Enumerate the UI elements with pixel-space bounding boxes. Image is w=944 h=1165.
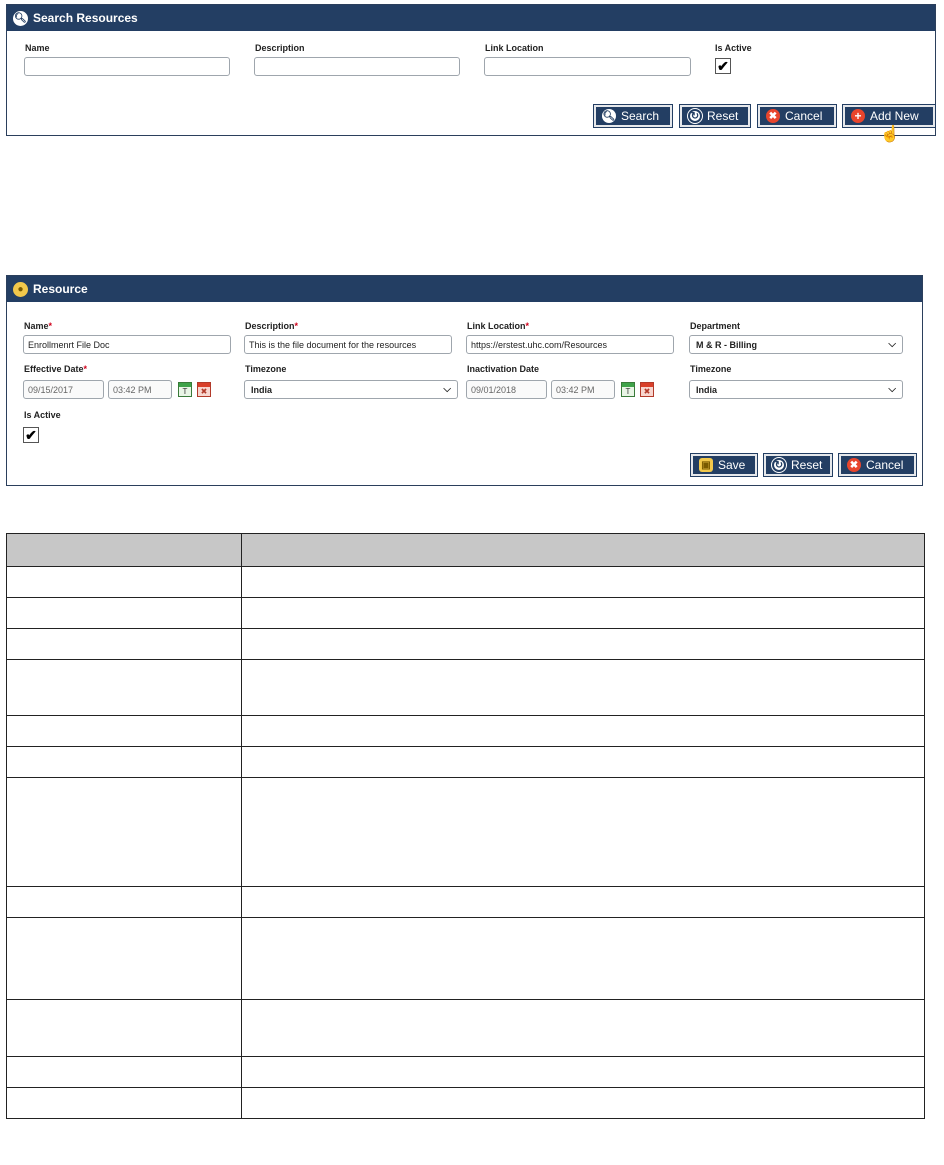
search-description-label: Description	[255, 43, 305, 53]
resource-link-location-input[interactable]	[466, 335, 674, 354]
table-row	[7, 629, 925, 660]
table-cell	[242, 1057, 925, 1088]
resource-reset-button[interactable]	[764, 454, 832, 476]
refresh-icon: ↻	[688, 109, 702, 123]
resource-name-input[interactable]	[23, 335, 231, 354]
magnifier-icon: 🔍︎	[14, 12, 27, 24]
calendar-icon[interactable]: T	[621, 382, 635, 397]
chevron-down-icon: ⌵	[888, 384, 896, 395]
calendar-clear-icon[interactable]: ✖	[197, 382, 211, 397]
table-row	[7, 567, 925, 598]
chevron-down-icon: ⌵	[443, 384, 451, 395]
table-header-row	[7, 534, 925, 567]
search-panel-header	[7, 5, 935, 31]
search-is-active-checkbox[interactable]: ✔	[715, 58, 731, 74]
close-circle-icon: ✖	[766, 109, 780, 123]
resource-department-label: Department	[690, 321, 741, 331]
search-button[interactable]	[594, 105, 672, 127]
search-name-input[interactable]	[24, 57, 230, 76]
table-cell	[7, 629, 242, 660]
table-row	[7, 1000, 925, 1057]
table-cell	[7, 660, 242, 716]
save-button[interactable]	[691, 454, 757, 476]
table-cell	[7, 1088, 242, 1119]
effective-date-input[interactable]	[23, 380, 104, 399]
magnifier-icon: 🔍︎	[602, 110, 616, 122]
cancel-button-label: Cancel	[785, 109, 823, 123]
table-cell	[7, 1000, 242, 1057]
table-cell	[242, 1088, 925, 1119]
search-panel-title: Search Resources	[33, 11, 138, 25]
table-header-cell	[7, 534, 242, 567]
timezone-select-value: India	[251, 384, 273, 395]
search-link-location-input[interactable]	[484, 57, 691, 76]
search-link-location-label: Link Location	[485, 43, 544, 53]
resource-description-input[interactable]	[244, 335, 452, 354]
effective-time-input[interactable]	[108, 380, 172, 399]
table-cell	[7, 1057, 242, 1088]
field-definitions-table	[6, 533, 925, 1119]
table-cell	[242, 629, 925, 660]
table-row	[7, 1088, 925, 1119]
timezone-label: Timezone	[245, 364, 287, 374]
resource-panel-header	[7, 276, 922, 302]
timezone2-select[interactable]	[689, 380, 903, 399]
refresh-icon: ↻	[772, 458, 786, 472]
search-is-active-label: Is Active	[715, 43, 752, 53]
save-icon: ▣	[699, 458, 713, 472]
table-cell	[242, 887, 925, 918]
table-cell	[7, 887, 242, 918]
timezone-select[interactable]	[244, 380, 458, 399]
table-cell	[7, 747, 242, 778]
table-cell	[7, 567, 242, 598]
table-cell	[7, 598, 242, 629]
resource-is-active-checkbox[interactable]: ✔	[23, 427, 39, 443]
table-row	[7, 598, 925, 629]
hand-pointer-icon: ☝	[880, 126, 900, 143]
table-cell	[242, 716, 925, 747]
table-cell	[242, 567, 925, 598]
resource-description-label: Description*	[245, 321, 299, 331]
calendar-clear-icon[interactable]: ✖	[640, 382, 654, 397]
table-cell	[242, 1000, 925, 1057]
resource-cancel-button[interactable]	[839, 454, 916, 476]
resource-panel-title: Resource	[33, 282, 88, 296]
reset-button[interactable]	[680, 105, 750, 127]
inactivation-date-input[interactable]	[466, 380, 547, 399]
save-button-label: Save	[718, 458, 746, 472]
table-cell	[242, 598, 925, 629]
resource-cancel-button-label: Cancel	[866, 458, 904, 472]
resource-icon: ●	[13, 282, 28, 297]
inactivation-time-input[interactable]	[551, 380, 615, 399]
table-row	[7, 747, 925, 778]
resource-link-location-label: Link Location*	[467, 321, 530, 331]
table-row	[7, 1057, 925, 1088]
table-cell	[7, 716, 242, 747]
calendar-icon[interactable]: T	[178, 382, 192, 397]
table-cell	[242, 778, 925, 887]
table-cell	[242, 747, 925, 778]
timezone2-label: Timezone	[690, 364, 732, 374]
inactivation-date-label: Inactivation Date	[467, 364, 540, 374]
search-description-input[interactable]	[254, 57, 460, 76]
add-new-button-label: Add New	[870, 109, 919, 123]
reset-button-label: Reset	[707, 109, 739, 123]
cancel-button[interactable]	[758, 105, 836, 127]
resource-is-active-label: Is Active	[24, 410, 61, 420]
table-row	[7, 887, 925, 918]
plus-circle-icon: +	[851, 109, 865, 123]
search-name-label: Name	[25, 43, 50, 53]
table-cell	[242, 660, 925, 716]
table-header-cell	[242, 534, 925, 567]
table-cell	[242, 918, 925, 1000]
timezone2-select-value: India	[696, 384, 718, 395]
table-row	[7, 918, 925, 1000]
effective-date-label: Effective Date*	[24, 364, 88, 374]
table-cell	[7, 918, 242, 1000]
resource-name-label: Name*	[24, 321, 53, 331]
resource-panel	[6, 275, 923, 486]
chevron-down-icon: ⌵	[888, 339, 896, 350]
table-row	[7, 778, 925, 887]
resource-reset-button-label: Reset	[791, 458, 823, 472]
table-row	[7, 660, 925, 716]
close-circle-icon: ✖	[847, 458, 861, 472]
department-select-value: M & R - Billing	[696, 339, 757, 350]
table-row	[7, 716, 925, 747]
table-cell	[7, 778, 242, 887]
department-select[interactable]	[689, 335, 903, 354]
search-button-label: Search	[621, 109, 660, 123]
search-resources-panel	[6, 4, 936, 136]
